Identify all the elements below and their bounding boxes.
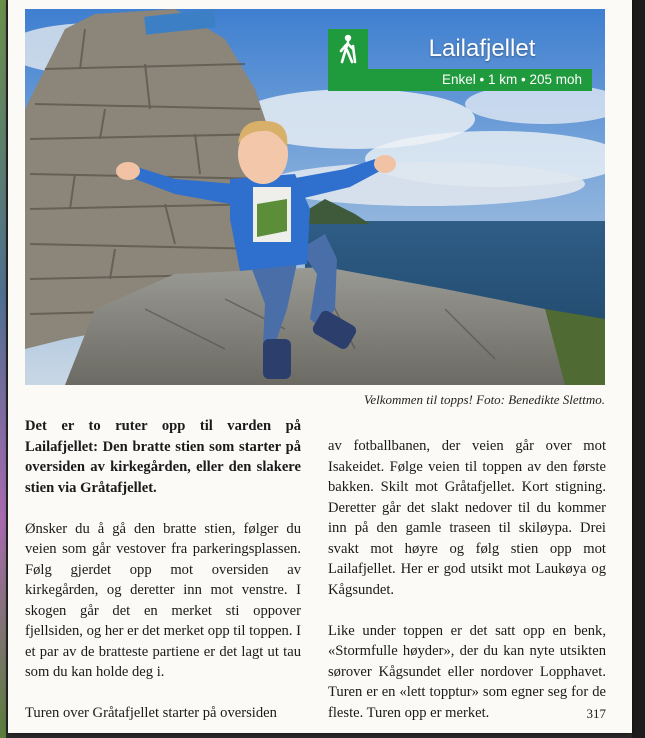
book-page	[8, 0, 632, 733]
paragraph-summit-bench: Like under toppen er det satt opp en benk, «Stormfulle høyder», der du kan nyte utsikten sørover Kågsundet eller nordover Lopphavet. Turen er en «lett topptur» som egner seg for de fleste. Turen opp er merket.	[328, 622, 606, 721]
paragraph-gratafjellet-cont: av fotballbanen, der veien går over mot Isakeidet. Følge veien til toppen av den første bakken. Skilt mot Gråtafjellet. Kort stigning. Deretter går det slakt nedover til du kommer inn på den gamle traseen til skiløypa. Drei svakt mot høyre og følg stien opp mot Lailafjellet. Her er god utsikt mot Laukøya og Kågsundet.	[328, 438, 606, 598]
paragraph-gratafjellet-start: Turen over Gråtafjellet starter på oversiden	[25, 705, 277, 721]
viewer-left-edge	[0, 0, 6, 738]
hiker-icon	[328, 29, 368, 69]
viewer-scrollbar-area[interactable]	[632, 0, 645, 738]
paragraph-steep-route: Ønsker du å gå den bratte stien, følger du veien som går vestover fra parkeringsplassen. Følg gjerdet opp mot oversiden av kirkegården, og deretter inn mot venstre. I skogen går det en merket sti oppover fjellsiden, og her er det merket opp til toppen. I et par av de bratteste partiene er det lagt ut tau som du kan holde deg i.	[25, 520, 301, 680]
lead-paragraph: Det er to ruter opp til varden på Lailafjellet: Den bratte stien som starter på oversiden av kirkegården, eller den slakere stien via Gråtafjellet.	[25, 418, 301, 496]
page-number: 317	[586, 706, 606, 721]
route-title: Lailafjellet	[428, 35, 536, 62]
route-info-box	[328, 29, 592, 91]
text-column-right	[328, 436, 606, 723]
photo-caption: Velkommen til topps! Foto: Benedikte Slettmo.	[363, 392, 605, 407]
text-column-left	[25, 416, 301, 724]
route-details: Enkel • 1 km • 205 moh	[328, 69, 592, 91]
